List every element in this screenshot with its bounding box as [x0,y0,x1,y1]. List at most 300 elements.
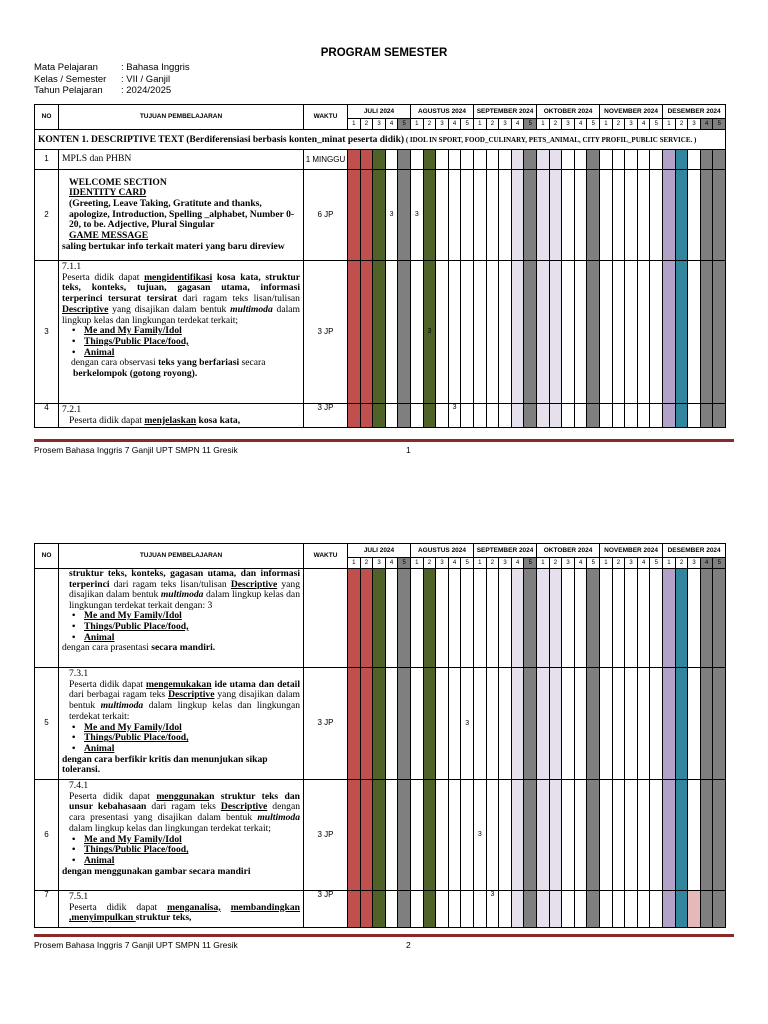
schedule-cell: 3 [411,170,424,261]
schedule-cell [499,150,512,170]
schedule-cell [486,780,499,891]
schedule-cell [688,891,701,928]
schedule-cell [524,891,537,928]
schedule-cell [474,891,487,928]
tujuan-cell [59,668,304,780]
schedule-cell [436,668,449,780]
tp-text: struktur teks, konteks, gagasan utama, dan informasi terperinci dari ragam teks lisan/tulisan Descriptive yang disajikan dalam bentuk multimoda dalam lingkup kelas dan lingkungan terdekat terkait dengan: 3 [69,568,300,611]
schedule-cell [373,170,386,261]
schedule-cell [549,150,562,170]
schedule-cell [688,780,701,891]
tujuan-cell [59,891,304,928]
header-waktu: WAKTU [304,105,348,130]
meta-value: : VII / Ganjil [121,73,171,85]
schedule-cell [537,668,550,780]
month-header-row [35,105,726,119]
schedule-cell [562,404,575,428]
week-number-cell: 2 [423,558,436,569]
week-number-cell: 3 [688,558,701,569]
schedule-cell [574,404,587,428]
schedule-cell [713,404,726,428]
schedule-cell [499,569,512,668]
schedule-cell [398,569,411,668]
schedule-cell [663,261,676,404]
schedule-cell [675,170,688,261]
schedule-cell [713,891,726,928]
tujuan-cell [59,569,304,668]
schedule-cell [411,150,424,170]
schedule-cell [675,150,688,170]
week-number-cell: 4 [448,119,461,130]
schedule-cell [650,668,663,780]
section-title: GAME MESSAGE [69,230,149,242]
week-number-cell: 1 [663,119,676,130]
week-number-cell: 1 [411,119,424,130]
week-number-cell: 1 [537,119,550,130]
schedule-cell [499,170,512,261]
week-number-cell: 1 [474,558,487,569]
schedule-cell [625,569,638,668]
tp-text: Peserta didik dapat mengidentifikasi kosa kata, struktur teks, konteks, tujuan, gagasan utama, informasi terperinci tersurat tersirat dari ragam teks lisan/tulisan Descriptive yang disajikan dalam bentuk multimoda dalam lingkup kelas dan lingkungan terdekat terkait; [62,271,300,326]
schedule-cell [637,404,650,428]
topic-list [84,326,300,358]
schedule-cell [637,150,650,170]
tujuan-cell [59,170,304,261]
tujuan-cell [59,261,304,404]
schedule-cell [486,261,499,404]
schedule-cell [537,261,550,404]
schedule-cell [385,569,398,668]
week-number-cell: 3 [499,558,512,569]
month-august: AGUSTUS 2024 [411,105,474,119]
schedule-cell [549,891,562,928]
meta-value: : Bahasa Inggris [121,62,190,73]
week-number-cell: 5 [587,119,600,130]
month-august: AGUSTUS 2024 [411,544,474,558]
week-number-cell: 1 [537,558,550,569]
week-number-cell: 2 [486,119,499,130]
schedule-cell [511,261,524,404]
schedule-cell [688,261,701,404]
schedule-cell [587,150,600,170]
schedule-cell [612,150,625,170]
tp-text: Peserta didik dapat menjelaskan kosa kata, [69,414,241,426]
schedule-cell [600,170,613,261]
schedule-cell [474,404,487,428]
schedule-cell: 3 [448,404,461,428]
schedule-cell [448,150,461,170]
tp-method: dengan cara observasi teks yang berfariasi secara [71,357,266,369]
week-number-cell: 4 [385,558,398,569]
schedule-cell [411,261,424,404]
section-title: WELCOME SECTION [69,176,167,188]
schedule-cell [461,569,474,668]
schedule-cell [373,891,386,928]
week-number-cell: 2 [360,558,373,569]
schedule-cell [600,891,613,928]
header-no: NO [35,105,59,130]
schedule-cell [675,404,688,428]
schedule-cell [562,170,575,261]
tp-text: Peserta didik dapat menganalisa, membandingkan ,menyimpulkan struktur teks, [69,901,300,924]
schedule-cell [436,780,449,891]
week-number-cell: 2 [486,558,499,569]
week-number-cell: 5 [461,119,474,130]
schedule-cell [587,170,600,261]
table-row [35,404,726,428]
tp-code: 7.1.1 [62,261,82,272]
schedule-cell [612,891,625,928]
schedule-cell [574,668,587,780]
table-row [35,891,726,928]
schedule-cell [587,261,600,404]
table-row [35,668,726,780]
schedule-table-page-1 [34,104,726,428]
meta-row [34,85,190,97]
konten-title: KONTEN 1. DESCRIPTIVE TEXT (Berdiferensiasi berbasis konten_minat peserta didik) ( IDOL IN SPORT, FOOD_CULINARY, PETS_ANIMAL, CITY PROFIL_PUBLIC SERVICE. ) [35,130,726,150]
schedule-cell [574,891,587,928]
page-title: PROGRAM SEMESTER [320,47,448,59]
schedule-cell [537,780,550,891]
schedule-cell [675,569,688,668]
schedule-cell [700,780,713,891]
schedule-cell [587,780,600,891]
schedule-cell [663,404,676,428]
waktu-cell: 1 MINGGU [304,150,348,170]
tp-text: Peserta didik dapat menggunakan struktur teks dan unsur kebahasaan dari ragam teks Descriptive dengan cara presentasi yang disajikan dalam bentuk multimoda dalam lingkup kelas dan lingkungan terdekat terkait; [69,790,300,834]
week-number-cell: 1 [600,119,613,130]
schedule-cell [537,569,550,668]
schedule-cell [600,404,613,428]
week-number-cell: 2 [612,558,625,569]
schedule-cell [625,150,638,170]
week-number-cell: 4 [637,119,650,130]
schedule-cell [360,170,373,261]
schedule-cell [423,569,436,668]
week-number-cell: 3 [562,558,575,569]
schedule-cell [562,569,575,668]
schedule-cell [398,170,411,261]
week-number-cell: 1 [663,558,676,569]
schedule-cell: 3 [423,261,436,404]
row-number: 7 [35,891,59,928]
schedule-cell [562,891,575,928]
schedule-cell [385,891,398,928]
schedule-cell [612,404,625,428]
week-number-cell: 1 [474,119,487,130]
schedule-cell [461,891,474,928]
month-july: JULI 2024 [348,105,411,119]
schedule-cell [385,150,398,170]
schedule-cell [663,170,676,261]
schedule-cell [436,891,449,928]
schedule-cell [600,780,613,891]
schedule-cell [461,170,474,261]
schedule-cell [663,569,676,668]
topic-list [84,611,300,643]
schedule-cell [612,780,625,891]
table-row [35,261,726,404]
month-november: NOVEMBER 2024 [600,105,663,119]
schedule-cell [549,170,562,261]
schedule-cell [448,261,461,404]
schedule-cell [700,891,713,928]
section-title: IDENTITY CARD [69,187,147,199]
list-item: • Things/Public Place/food, [84,337,300,348]
schedule-cell [612,170,625,261]
schedule-cell [537,170,550,261]
schedule-cell [587,891,600,928]
header-no: NO [35,544,59,569]
schedule-cell [385,668,398,780]
list-item: • Things/Public Place/food, [84,733,300,744]
schedule-cell [511,404,524,428]
schedule-cell: 3 [474,780,487,891]
schedule-cell [373,150,386,170]
schedule-cell [700,150,713,170]
waktu-cell: 3 JP [304,780,348,891]
week-number-cell: 2 [675,119,688,130]
schedule-cell [348,261,361,404]
week-number-cell: 4 [574,558,587,569]
footer-text: Prosem Bahasa Inggris 7 Ganjil UPT SMPN 11 Gresik [34,940,238,950]
week-number-cell: 5 [524,119,537,130]
week-number-cell: 4 [511,558,524,569]
schedule-cell [360,668,373,780]
schedule-cell [486,569,499,668]
row-number [35,569,59,668]
schedule-cell [637,170,650,261]
schedule-cell [688,150,701,170]
tujuan-cell: MPLS dan PHBN [59,150,304,170]
section-detail: (Greeting, Leave Taking, Gratitute and thanks, apologize, Introduction, Spelling _alphabet, Number 0-20, to be. Adjective, Plural Singular [69,197,295,231]
week-number-cell: 2 [612,119,625,130]
schedule-cell [524,404,537,428]
schedule-cell [499,404,512,428]
schedule-cell [524,569,537,668]
schedule-cell [461,261,474,404]
schedule-cell [562,780,575,891]
schedule-cell [348,404,361,428]
schedule-cell [385,780,398,891]
schedule-cell [511,780,524,891]
schedule-cell [650,569,663,668]
schedule-cell [360,569,373,668]
meta-row [34,74,190,86]
tp-method: berkelompok (gotong royong). [73,368,198,380]
schedule-cell [713,569,726,668]
list-item: • Animal [84,633,300,644]
schedule-cell [511,668,524,780]
schedule-cell [663,891,676,928]
list-item: • Animal [84,856,300,867]
schedule-cell [373,780,386,891]
schedule-cell [637,569,650,668]
topic-list [84,835,300,867]
week-number-cell: 5 [650,119,663,130]
schedule-cell [549,404,562,428]
schedule-cell [348,891,361,928]
table-row [35,780,726,891]
schedule-cell [549,261,562,404]
week-number-cell: 5 [713,119,726,130]
row-number: 2 [35,170,59,261]
konten-row [35,130,726,150]
schedule-cell [423,150,436,170]
footer-rule [34,439,734,442]
week-number-cell: 2 [549,119,562,130]
schedule-cell [461,404,474,428]
schedule-cell [650,404,663,428]
schedule-cell [663,150,676,170]
week-number-cell: 4 [511,119,524,130]
week-number-cell: 5 [398,119,411,130]
schedule-cell [423,780,436,891]
tujuan-cell [59,780,304,891]
schedule-cell [511,891,524,928]
schedule-cell [486,150,499,170]
week-number-cell: 2 [423,119,436,130]
row-number: 3 [35,261,59,404]
footer-page-number: 2 [406,940,411,950]
week-number-cell: 5 [650,558,663,569]
table-row [35,569,726,668]
schedule-cell [499,261,512,404]
month-july: JULI 2024 [348,544,411,558]
schedule-cell [486,404,499,428]
schedule-cell [474,170,487,261]
schedule-cell [587,404,600,428]
week-number-cell: 3 [436,119,449,130]
schedule-cell [474,150,487,170]
schedule-cell [612,261,625,404]
month-september: SEPTEMBER 2024 [474,544,537,558]
schedule-cell [436,569,449,668]
footer-page-number: 1 [406,445,411,455]
schedule-cell [650,261,663,404]
schedule-cell [423,404,436,428]
schedule-cell [398,150,411,170]
tp-code: 7.5.1 [69,891,89,902]
week-number-cell: 5 [461,558,474,569]
schedule-cell [423,891,436,928]
row-number: 6 [35,780,59,891]
week-number-cell: 4 [637,558,650,569]
header-waktu: WAKTU [304,544,348,569]
schedule-cell [499,891,512,928]
schedule-cell [700,404,713,428]
row-number: 5 [35,668,59,780]
schedule-cell [713,780,726,891]
week-number-cell: 5 [713,558,726,569]
schedule-cell [373,668,386,780]
schedule-cell [700,668,713,780]
row-number: 4 [35,404,59,428]
footer-text: Prosem Bahasa Inggris 7 Ganjil UPT SMPN 11 Gresik [34,445,238,455]
schedule-cell [612,569,625,668]
month-october: OKTOBER 2024 [537,105,600,119]
schedule-cell [511,569,524,668]
meta-label: Mata Pelajaran [34,62,98,73]
schedule-cell [448,780,461,891]
document-meta [34,62,190,97]
list-item: • Me and My Family/Idol [84,723,300,734]
schedule-cell [700,569,713,668]
list-item: • Me and My Family/Idol [84,611,300,622]
schedule-cell [373,404,386,428]
list-item: • Animal [84,744,300,755]
schedule-cell [486,668,499,780]
week-number-cell: 5 [524,558,537,569]
tp-code: 7.4.1 [69,780,89,791]
section-detail: saling bertukar info terkait materi yang baru direview [62,240,285,252]
schedule-cell [574,150,587,170]
schedule-cell [360,891,373,928]
schedule-cell [524,170,537,261]
week-number-cell: 3 [436,558,449,569]
schedule-cell [360,404,373,428]
schedule-cell [637,780,650,891]
schedule-cell [411,404,424,428]
week-number-cell: 1 [348,119,361,130]
tujuan-cell [59,404,304,428]
schedule-cell [675,668,688,780]
schedule-cell [360,780,373,891]
schedule-cell [398,261,411,404]
week-number-cell: 3 [625,119,638,130]
schedule-cell [574,569,587,668]
list-item: • Things/Public Place/food, [84,845,300,856]
schedule-table-page-2 [34,543,726,928]
schedule-cell [637,891,650,928]
schedule-cell [436,170,449,261]
schedule-cell [600,150,613,170]
header-tujuan: TUJUAN PEMBELAJARAN [59,105,304,130]
waktu-cell [304,569,348,668]
schedule-cell [688,569,701,668]
week-number-cell: 3 [373,119,386,130]
waktu-cell: 6 JP [304,170,348,261]
schedule-cell [398,668,411,780]
schedule-cell [411,891,424,928]
schedule-cell [360,150,373,170]
schedule-cell [461,780,474,891]
tp-code: 7.3.1 [69,668,89,679]
schedule-cell [524,261,537,404]
week-number-cell: 2 [549,558,562,569]
list-item: • Things/Public Place/food, [84,622,300,633]
meta-value: : 2024/2025 [121,85,172,96]
schedule-cell [474,569,487,668]
schedule-cell [524,150,537,170]
schedule-cell [663,780,676,891]
list-item: • Animal [84,348,300,359]
schedule-cell [348,780,361,891]
schedule-cell [511,170,524,261]
week-number-cell: 5 [398,558,411,569]
schedule-cell [448,668,461,780]
meta-label: Tahun Pelajaran [34,85,103,96]
schedule-cell [675,780,688,891]
week-number-cell: 3 [688,119,701,130]
schedule-cell [574,170,587,261]
table-row [35,170,726,261]
tp-method: dengan cara prasentasi secara mandiri. [62,642,216,654]
schedule-cell [562,668,575,780]
schedule-cell [348,170,361,261]
waktu-cell: 3 JP [304,261,348,404]
schedule-cell [537,150,550,170]
